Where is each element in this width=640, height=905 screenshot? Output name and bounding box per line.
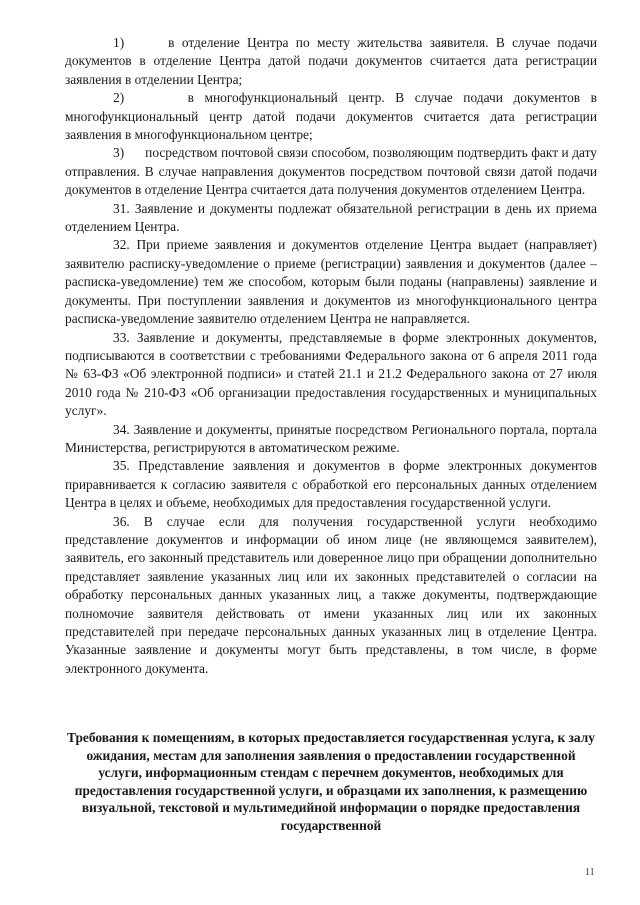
paragraph-item-1: 1) в отделение Центра по месту жительства заявителя. В случае подачи документов в отделение Центра датой подачи документов считается дата регистрации заявления в отделении Центра; <box>65 35 597 87</box>
document-body <box>65 34 597 678</box>
paragraph-item-2: 2) в многофункциональный центр. В случае подачи документов в многофункциональный центр датой подачи документов считается дата регистрации заявления в многофункциональном центре; <box>65 90 597 143</box>
paragraph-33: 33. Заявление и документы, представляемые в форме электронных документов, подписываются в соответствии с требованиями Федерального закона от 6 апреля 2011 года № 63-ФЗ «Об электронной подписи» и статей 21.1 и 21.2 Федерального закона от 27 июля 2010 года № 210-ФЗ «Об организации предоставления государственных и муниципальных услуг». <box>65 329 597 419</box>
page-number: 11 <box>585 867 595 878</box>
section-heading: Требования к помещениям, в которых предоставляется государственная услуга, к залу ожидания, местам для заполнения заявления о предоставлении государственной услуги, информационным стендам с перечнем документов, необходимых для предоставления государственной услуги, и образцами их заполнения, к размещению визуальной, текстовой и мультимедийной информации о порядке предоставления государственной <box>67 730 595 833</box>
paragraph-32: 32. При приеме заявления и документов отделение Центра выдает (направляет) заявителю расписку-уведомление о приеме (регистрации) заявления и документов (далее – расписка-уведомление) тем же способом, которым были поданы (направлены) заявление и документы. При поступлении заявления и документов из многофункционального центра расписка-уведомление заявителю отделением Центра не направляется. <box>65 237 597 327</box>
paragraph-31: 31. Заявление и документы подлежат обязательной регистрации в день их приема отделением Центра. <box>65 200 597 235</box>
paragraph-36: 36. В случае если для получения государственной услуги необходимо представление документов и информации об ином лице (не являющемся заявителем), заявитель, его законный представитель или доверенное лицо при обращении дополнительно представляет заявление указанных лиц или их законных представителей о согласии на обработку персональных данных указанных лиц, а также документы, подтверждающие полномочие заявителя действовать от имени указанных лиц или их законных представителей при передаче персональных данных указанных лиц в отделение Центра. Указанные заявление и документы могут быть представлены, в том числе, в форме электронного документа. <box>65 513 597 676</box>
paragraph-item-3: 3) посредством почтовой связи способом, позволяющим подтвердить факт и дату отправления. В случае направления документов посредством почтовой связи датой подачи документов в отделение Центра считается дата получения документов отделением Центра. <box>65 145 597 198</box>
paragraph-34: 34. Заявление и документы, принятые посредством Регионального портала, портала Министерства, регистрируются в автоматическом режиме. <box>65 421 597 455</box>
paragraph-35: 35. Представление заявления и документов в форме электронных документов приравнивается к согласию заявителя с обработкой его персональных данных отделением Центра в целях и объеме, необходимых для предоставления государственной услуги. <box>65 458 597 511</box>
